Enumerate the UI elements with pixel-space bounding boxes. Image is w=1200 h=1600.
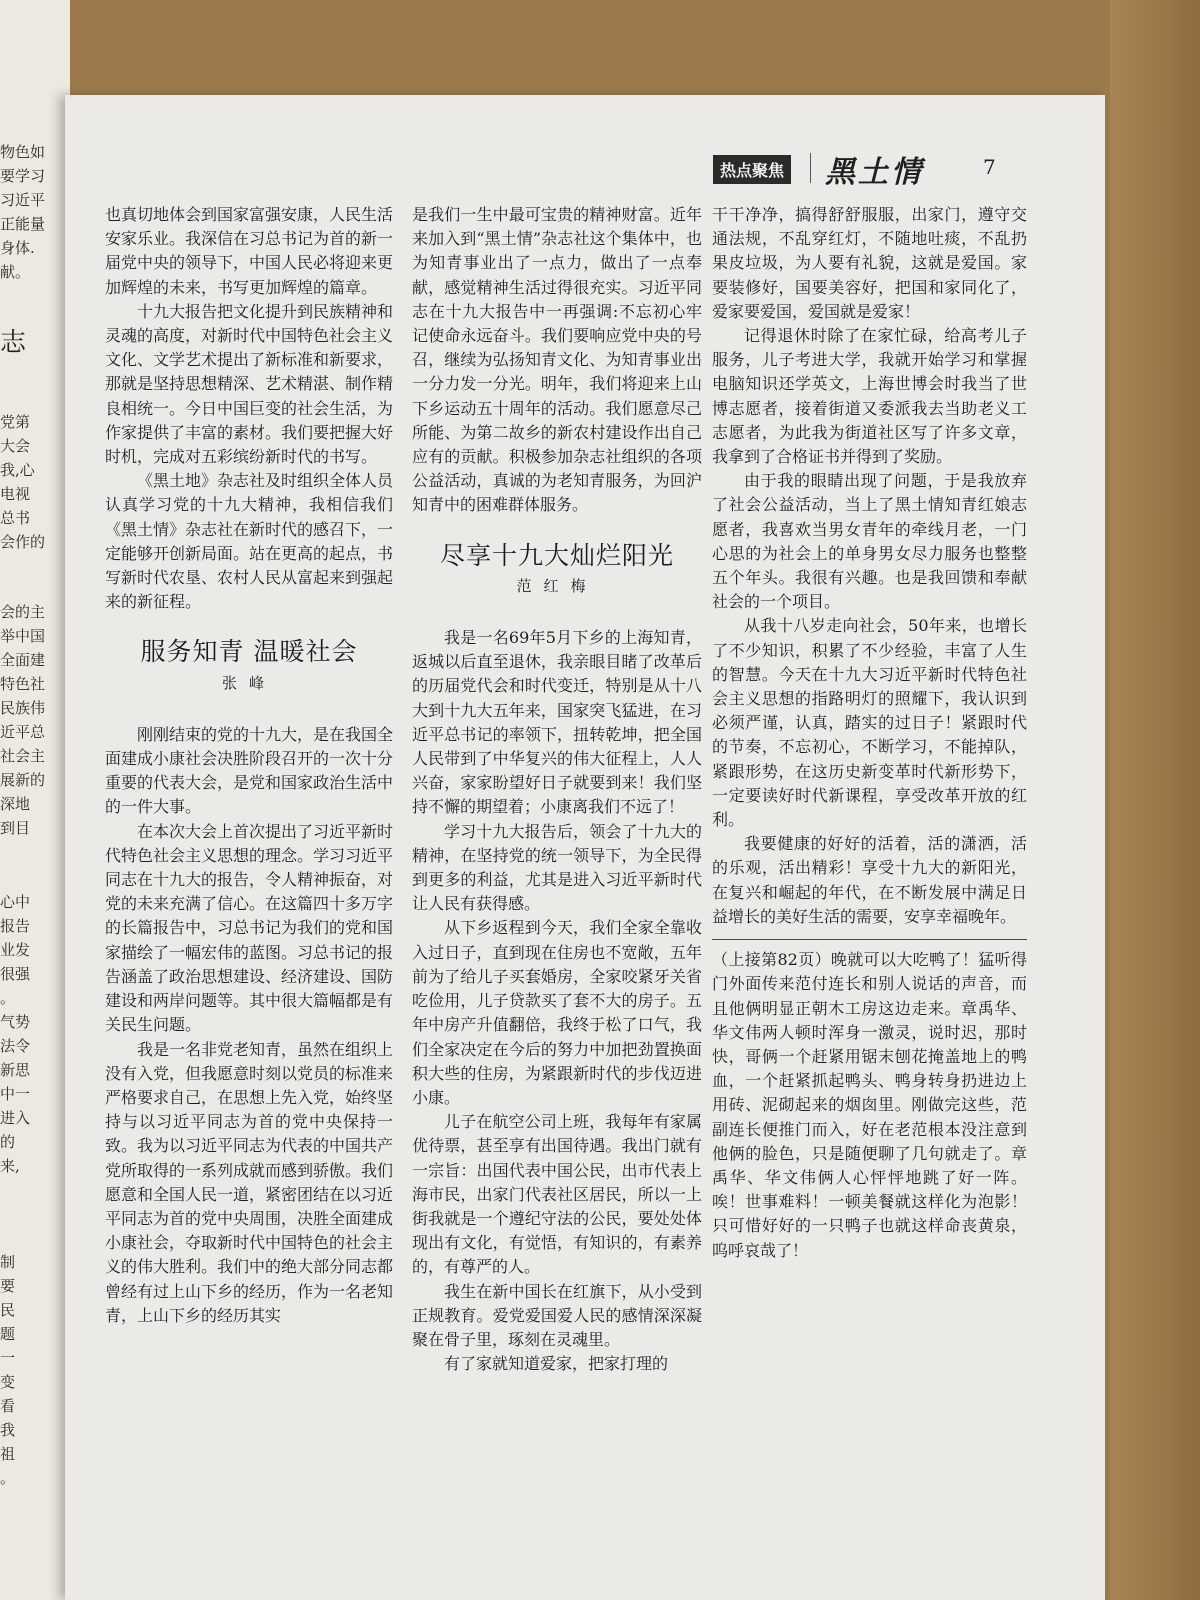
article-title: 尽享十九大灿烂阳光 bbox=[439, 540, 674, 570]
spine-text-block: 党第 大会 我,心 电视 总书 会作的 bbox=[0, 413, 46, 551]
paragraph: 是我们一生中最可宝贵的精神财富。近年来加入到“黑土情”杂志社这个集体中，也为知青事业出了一点力，做出了一点奉献，感觉精神生活过得很充实。习近平同志在十九大报告中一再强调:不忘初心牢记使命永远奋斗。我们要响应党中央的号召，继续为弘扬知青文化、为知青事业出一分力发一分光。明年，我们将迎来上山下乡运动五十周年的活动。我们愿意尽己所能、为第二故乡的新农村建设作出自己应有的贡献。积极参加杂志社组织的各项公益活动，真诚的为老知青服务，为回沪知青中的困难群体服务。 bbox=[412, 205, 702, 515]
column-middle bbox=[412, 203, 702, 1376]
paragraph: 我要健康的好好的活着，活的潇洒，活的乐观，活出精彩！享受十九大的新阳光，在复兴和崛起的年代，在不断发展中满足日益增长的美好生活的需要，安享幸福晚年。 bbox=[712, 834, 1027, 926]
magazine-title: 黑土情 bbox=[825, 155, 924, 190]
paragraph: 从下乡返程到今天，我们全家全靠收入过日子，直到现在住房也不宽敞，五年前为了给儿子买套婚房，全家咬紧牙关省吃俭用，儿子贷款买了套不大的房子。五年中房产升值翻倍，我终于松了口气，我们全家决定在今后的努力中加把劲置换面积大些的住房，为紧跟新时代的步伐迈进小康。 bbox=[412, 918, 702, 1107]
magazine-page bbox=[65, 95, 1105, 1600]
paragraph: 由于我的眼睛出现了问题，于是我放弃了社会公益活动，当上了黑土情知青红娘志愿者，我喜欢当男女青年的牵线月老，一门心思的为社会上的单身男女尽力服务也整整五个年头。我很有兴趣。也是我回馈和奉献社会的一个项目。 bbox=[712, 471, 1027, 612]
paragraph: 学习十九大报告后，领会了十九大的精神，在坚持党的统一领导下，为全民得到更多的利益，尤其是进入习近平新时代让人民有获得感。 bbox=[412, 821, 702, 914]
spine-text-block: 心中 报告 业发 很强 。 气势 法令 新思 中一 进入 的 来, bbox=[0, 893, 31, 1175]
previous-page-edge bbox=[0, 0, 70, 1600]
spine-fragment-title: 志 bbox=[0, 328, 27, 358]
paragraph: 我生在新中国长在红旗下，从小受到正规教育。爱党爱国爱人民的感情深深凝聚在骨子里，琢刻在灵魂里。 bbox=[412, 1281, 702, 1349]
spine-text-block: 物色如 要学习 习近平 正能量 身体. 献。 bbox=[0, 143, 46, 281]
section-divider bbox=[712, 939, 1027, 940]
section-badge: 热点聚焦 bbox=[713, 155, 791, 184]
paragraph: 从我十八岁走向社会，50年来，也增长了不少知识，积累了不少经验，丰富了人生的智慧。今天在十九大习近平新时代特色社会主义思想的指路明灯的照耀下，我认识到必须严谨，认真，踏实的过日子！紧跟时代的节奏，不忘初心，不断学习，不能掉队，紧跟形势，在这历史新变革时代新形势下，一定要读好时代新课程，享受改革开放的红利。 bbox=[712, 616, 1027, 830]
header-divider bbox=[810, 153, 811, 183]
paragraph: 我是一名非党老知青，虽然在组织上没有入党，但我愿意时刻以党员的标准来严格要求自己，在思想上先入党，始终坚持与以习近平同志为首的党中央保持一致。我为以习近平同志为代表的中国共产党所取得的一系列成就而感到骄傲。我们愿意和全国人民一道，紧密团结在以习近平同志为首的党中央周围，决胜全面建成小康社会，夺取新时代中国特色的社会主义的伟大胜利。我们中的绝大部分同志都曾经有过上山下乡的经历，作为一名老知青，上山下乡的经历其实 bbox=[105, 1039, 394, 1325]
page-number: 7 bbox=[983, 155, 996, 179]
article-author: 范红梅 bbox=[516, 576, 598, 595]
spine-text-block: 会的主 举中国 全面建 特色社 民族伟 近平总 社会主 展新的 深地 到目 bbox=[0, 603, 46, 837]
paragraph: 儿子在航空公司上班，我每年有家属优待票，甚至享有出国待遇。我出门就有一宗旨：出国代表中国公民，出市代表上海市民，出家门代表社区居民，所以一上街我就是一个遵纪守法的公民，要处处体现出有文化，有觉悟，有知识的，有素养的，有尊严的人。 bbox=[412, 1112, 702, 1277]
paragraph: 我是一名69年5月下乡的上海知青，返城以后直至退休，我亲眼目睹了改革后的历届党代会和时代变迁，特别是从十八大到十九大五年来，国家突飞猛进，在习近平总书记的率领下，扭转乾坤，把全国人民带到了中华复兴的伟大征程上，人人兴奋，家家盼望好日子就要到来！我们坚持不懈的期望着；小康离我们不远了！ bbox=[412, 628, 702, 817]
table-surface bbox=[1110, 0, 1200, 1600]
paragraph: 十九大报告把文化提升到民族精神和灵魂的高度，对新时代中国特色社会主义文化、文学艺术提出了新标准和新要求，那就是坚持思想精深、艺术精湛、制作精良相统一。今日中国巨变的社会生活，为作家提供了丰富的素材。我们要把握大好时机，完成对五彩缤纷新时代的书写。 bbox=[105, 301, 394, 467]
paragraph: 有了家就知道爱家，把家打理的 bbox=[444, 1354, 669, 1374]
column-right bbox=[712, 203, 1027, 1263]
paragraph: 也真切地体会到国家富强安康，人民生活安家乐业。我深信在习总书记为首的新一届党中央的领导下，中国人民必将迎来更加辉煌的未来，书写更加辉煌的篇章。 bbox=[105, 205, 394, 297]
paragraph: 刚刚结束的党的十九大，是在我国全面建成小康社会决胜阶段召开的一次十分重要的代表大会，是党和国家政治生活中的一件大事。 bbox=[105, 724, 394, 817]
paragraph: 在本次大会上首次提出了习近平新时代特色社会主义思想的理念。学习习近平同志在十九大的报告，令人精神振奋，对党的未来充满了信心。在这篇四十多万字的长篇报告中，习总书记为我们的党和国家描绘了一幅宏伟的蓝图。习总书记的报告涵盖了政治思想建设、经济建设、国防建设和两岸问题等。其中很大篇幅都是有关民生问题。 bbox=[105, 821, 394, 1035]
paragraph: 《黑土地》杂志社及时组织全体人员认真学习党的十九大精神，我相信我们《黑土情》杂志社在新时代的感召下，一定能够开创新局面。站在更高的起点，书写新时代农垦、农村人民从富起来到强起来的新征程。 bbox=[105, 471, 394, 612]
paragraph: 记得退休时除了在家忙碌，给高考儿子服务，儿子考进大学，我就开始学习和掌握电脑知识还学英文，上海世博会时我当了世博志愿者，接着街道又委派我去当助老义工志愿者，为此我为街道社区写了许多文章，我拿到了合格证书并得到了奖励。 bbox=[712, 326, 1027, 467]
paragraph: 干干净净，搞得舒舒服服，出家门，遵守交通法规，不乱穿红灯，不随地吐痰，不乱扔果皮垃圾，为人要有礼貌，这就是爱国。家要装修好，国要美容好，把国和家同化了，爱家要爱国，爱国就是爱家！ bbox=[712, 205, 1027, 321]
article-title: 服务知青 温暖社会 bbox=[140, 637, 358, 667]
article-author: 张峰 bbox=[221, 673, 276, 692]
column-left bbox=[105, 203, 393, 1328]
continued-story-paragraph: （上接第82页）晚就可以大吃鸭了！猛听得门外面传来范付连长和别人说话的声音，而且他俩明显正朝木工房这边走来。章禹华、华文伟两人顿时浑身一激灵，说时迟，那时快，哥俩一个赶紧用锯末刨花掩盖地上的鸭血，一个赶紧抓起鸭头、鸭身转身扔进边上用砖、泥砌起来的烟囱里。刚做完这些，范副连长便推门而入，好在老范根本没注意到他俩的脸色，只是随便聊了几句就走了。章禹华、华文伟俩人心怦怦地跳了好一阵。唉！世事难料！一顿美餐就这样化为泡影！只可惜好好的一只鸭子也就这样命丧黄泉，呜呼哀哉了！ bbox=[712, 950, 1027, 1260]
spine-text-block: 制 要 民 题 一 变 看 我 祖 。 bbox=[0, 1253, 16, 1487]
